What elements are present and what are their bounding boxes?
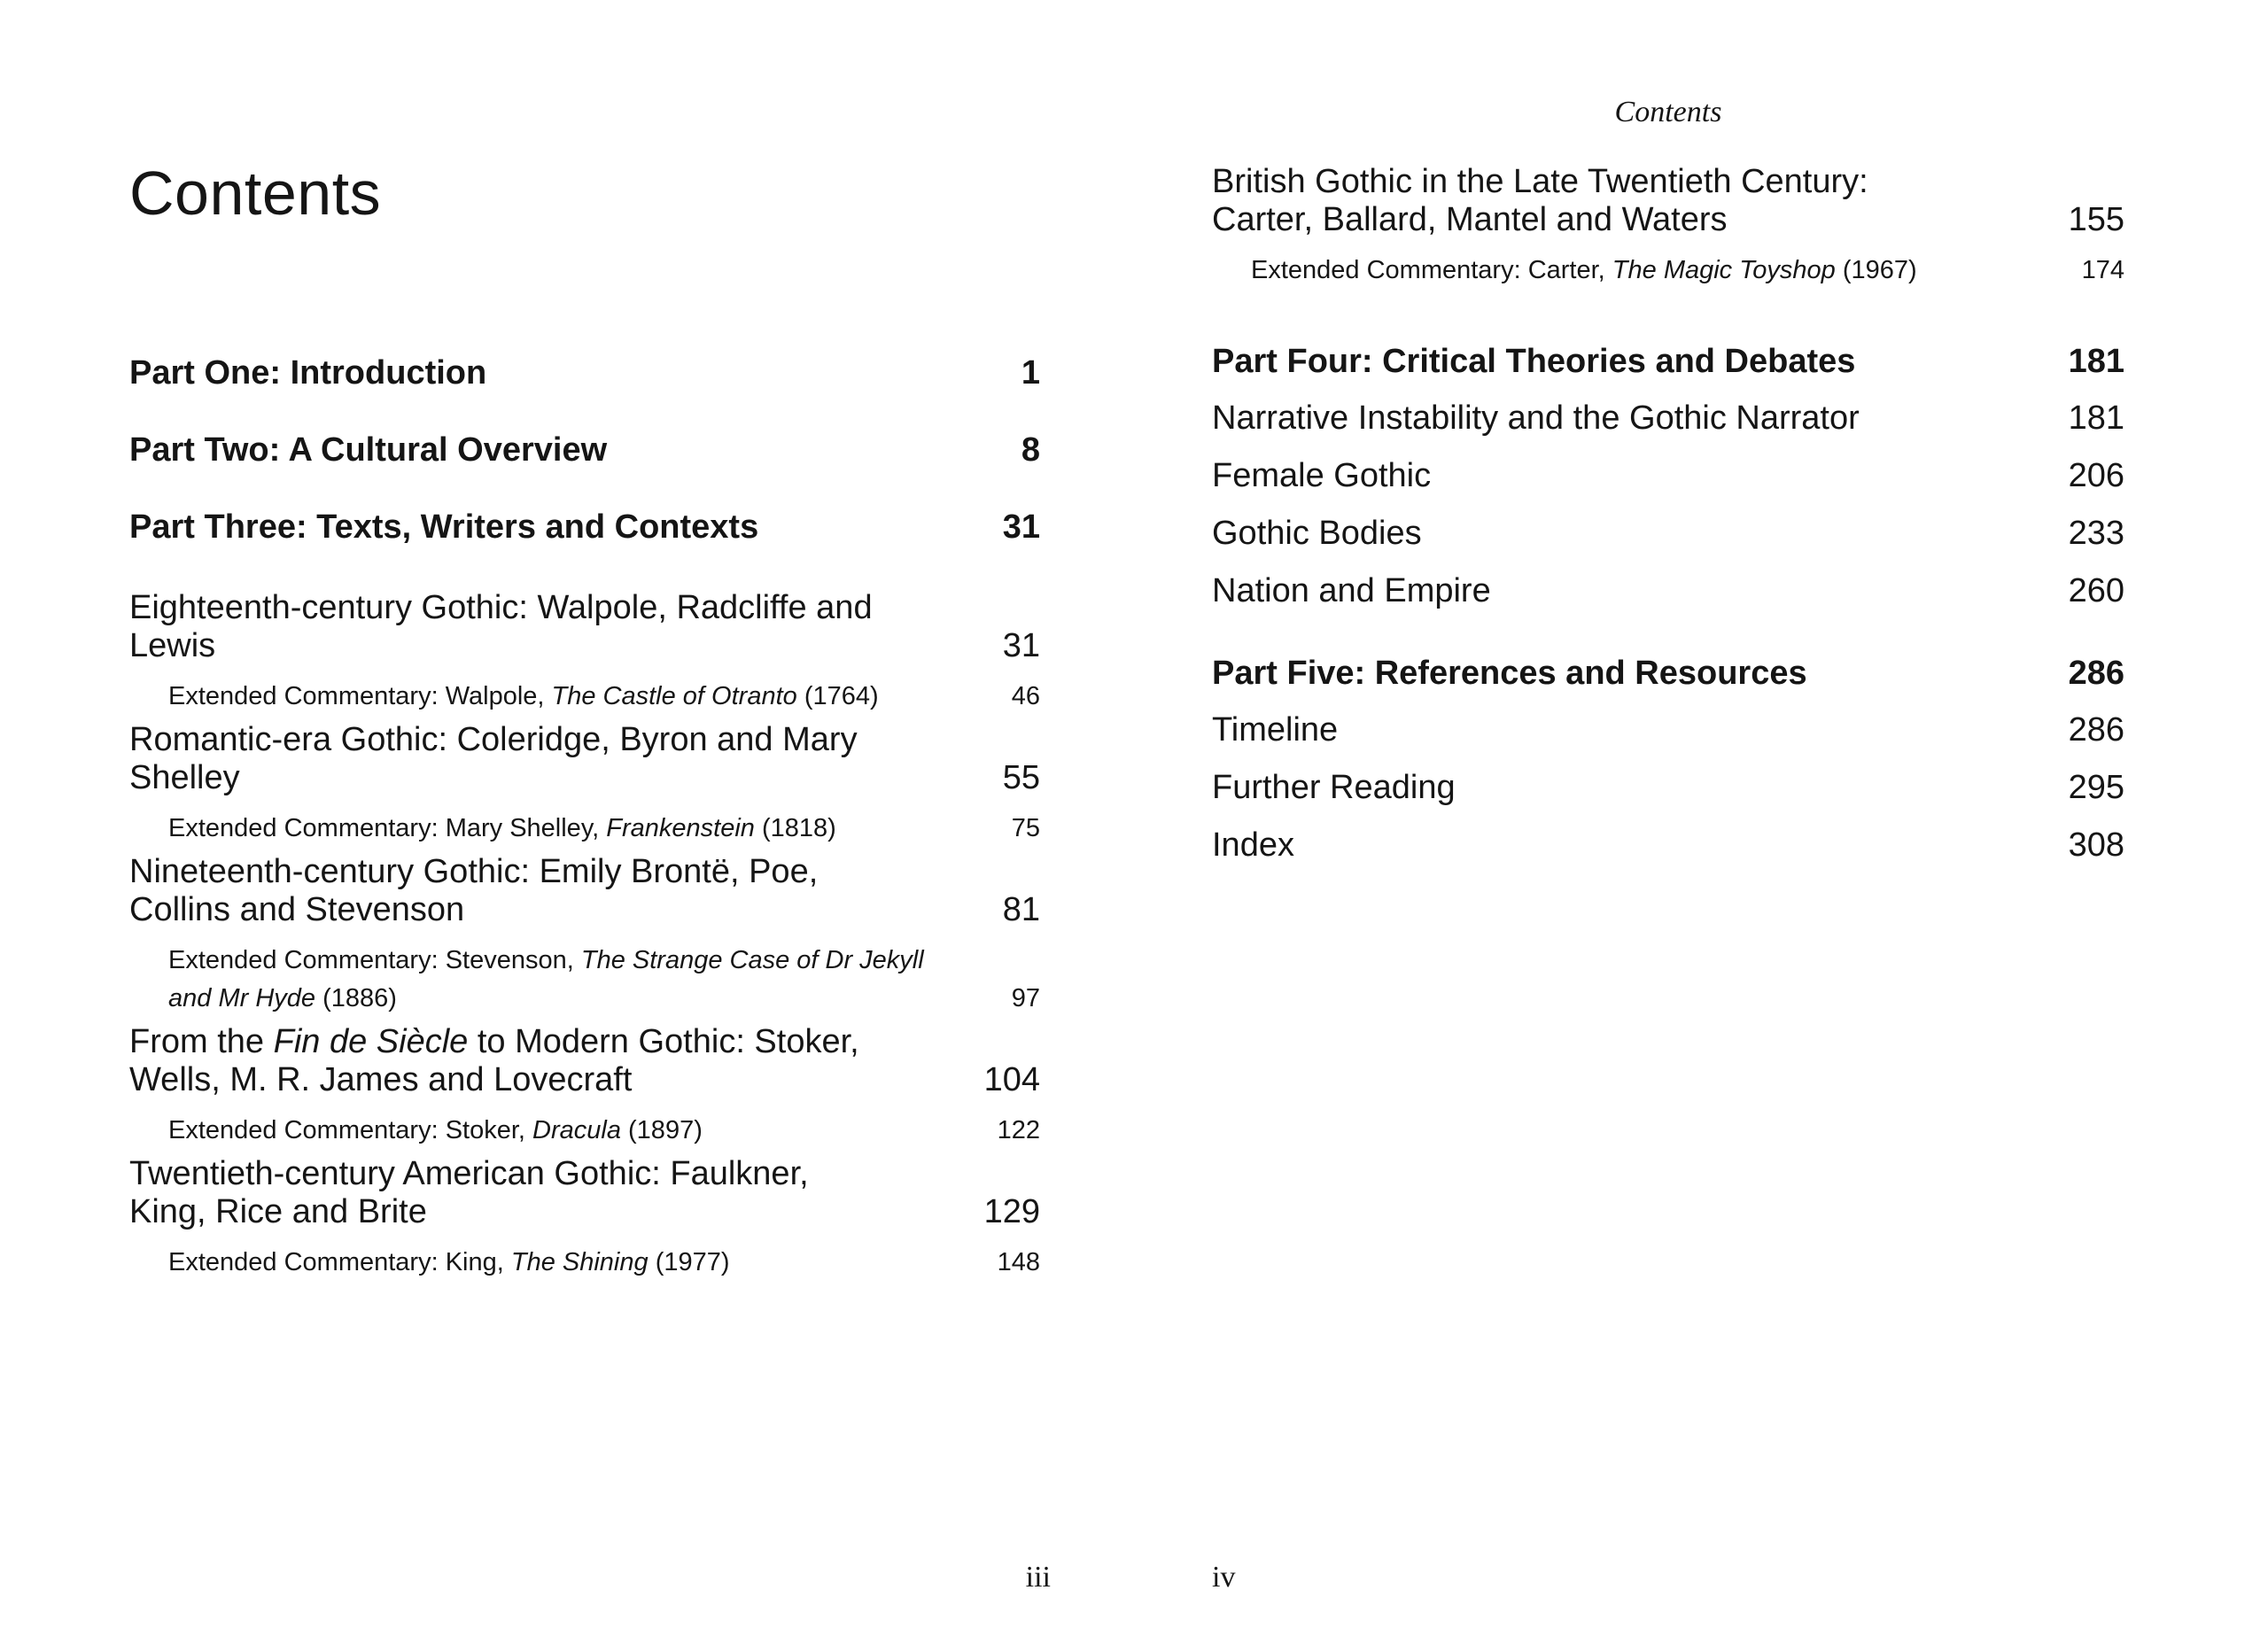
toc-chapter-label: Narrative Instability and the Gothic Narrator — [1212, 399, 1860, 437]
toc-page-number: 308 — [2068, 826, 2124, 864]
toc-part-three[interactable] — [129, 507, 1040, 547]
toc-page-number: 174 — [2081, 256, 2124, 284]
toc-page-number: 181 — [2068, 399, 2124, 437]
work-title: Dracula — [532, 1116, 621, 1144]
toc-page-number: 233 — [2068, 515, 2124, 552]
toc-page-number: 155 — [2068, 201, 2124, 238]
toc-chapter[interactable] — [1212, 710, 2124, 750]
toc-chapter[interactable] — [129, 721, 1040, 797]
toc-left — [129, 353, 1040, 1287]
toc-chapter[interactable] — [1212, 825, 2124, 865]
toc-chapter-label: From the Fin de Siècle to Modern Gothic: Stoker, Wells, M. R. James and Lovecraft — [129, 1023, 859, 1098]
toc-page-number: 104 — [983, 1061, 1040, 1098]
toc-part-two[interactable] — [129, 430, 1040, 470]
toc-chapter-label: Romantic-era Gothic: Coleridge, Byron and Mary Shelley — [129, 721, 858, 796]
work-title: Frankenstein — [606, 814, 755, 842]
toc-page-number: 55 — [1002, 759, 1040, 796]
toc-commentary[interactable] — [129, 1244, 1040, 1282]
toc-chapter[interactable] — [129, 853, 1040, 929]
toc-commentary[interactable] — [1212, 252, 2124, 290]
toc-page-number: 129 — [983, 1193, 1040, 1230]
toc-page-number: 75 — [1011, 814, 1040, 842]
toc-page-number: 122 — [997, 1116, 1040, 1144]
page-folio: iii — [1025, 1561, 1051, 1594]
toc-page-number: 81 — [1002, 891, 1040, 928]
toc-part-label: Part Five: References and Resources — [1212, 655, 1807, 692]
toc-page-number: 286 — [2068, 655, 2124, 692]
toc-commentary-label: Extended Commentary: Carter, The Magic Toyshop (1967) — [1251, 256, 1917, 284]
toc-commentary-label: Extended Commentary: Stoker, Dracula (1897) — [168, 1116, 703, 1144]
toc-page-number: 206 — [2068, 457, 2124, 494]
toc-chapter-label: Eighteenth-century Gothic: Walpole, Radcliffe and Lewis — [129, 589, 873, 664]
toc-page-number: 31 — [1002, 627, 1040, 664]
toc-right — [1212, 163, 2124, 882]
running-head: Contents — [1614, 96, 1722, 128]
toc-chapter-label: British Gothic in the Late Twentieth Century: Carter, Ballard, Mantel and Waters — [1212, 163, 1868, 238]
toc-page-number: 97 — [1011, 984, 1040, 1012]
toc-chapter-label: Timeline — [1212, 711, 1339, 749]
toc-page-number: 295 — [2068, 769, 2124, 806]
toc-commentary-label: Extended Commentary: Mary Shelley, Frankenstein (1818) — [168, 814, 836, 842]
toc-page-number: 286 — [2068, 711, 2124, 749]
toc-chapter-label: Nineteenth-century Gothic: Emily Brontë, Poe, Collins and Stevenson — [129, 853, 819, 928]
work-title: The Castle of Otranto — [551, 682, 797, 710]
toc-page-number: 148 — [997, 1248, 1040, 1276]
toc-chapter-label: Gothic Bodies — [1212, 515, 1422, 552]
right-page — [1212, 0, 2124, 1629]
toc-page-number: 260 — [2068, 572, 2124, 609]
toc-commentary[interactable] — [129, 942, 1040, 1018]
toc-part-five[interactable] — [1212, 653, 2124, 694]
work-title: The Strange Case of Dr Jekyll and Mr Hyde — [168, 946, 924, 1012]
toc-chapter[interactable] — [1212, 513, 2124, 554]
toc-chapter[interactable] — [129, 1155, 1040, 1231]
toc-commentary-label: Extended Commentary: Stevenson, The Strange Case of Dr Jekyll and Mr Hyde (1886) — [168, 946, 924, 1012]
toc-page-number: 8 — [1021, 431, 1040, 469]
toc-commentary[interactable] — [129, 1112, 1040, 1150]
toc-page-number: 46 — [1011, 682, 1040, 710]
toc-part-label: Part Three: Texts, Writers and Contexts — [129, 508, 759, 546]
toc-chapter-label: Twentieth-century American Gothic: Faulkner, King, Rice and Brite — [129, 1155, 809, 1230]
toc-chapter[interactable] — [1212, 767, 2124, 808]
toc-page-number: 1 — [1021, 354, 1040, 392]
toc-commentary-label: Extended Commentary: Walpole, The Castle of Otranto (1764) — [168, 682, 879, 710]
page-title: Contents — [129, 159, 382, 228]
toc-commentary-label: Extended Commentary: King, The Shining (1977) — [168, 1248, 730, 1276]
page-folio: iv — [1212, 1561, 1236, 1594]
toc-commentary[interactable] — [129, 678, 1040, 716]
toc-chapter-label: Index — [1212, 826, 1294, 864]
toc-part-label: Part One: Introduction — [129, 354, 487, 392]
left-page — [129, 0, 1051, 1629]
toc-chapter-label: Nation and Empire — [1212, 572, 1491, 609]
toc-chapter[interactable] — [129, 1023, 1040, 1099]
toc-page-number: 31 — [1002, 508, 1040, 546]
toc-commentary[interactable] — [129, 810, 1040, 848]
toc-part-one[interactable] — [129, 353, 1040, 393]
toc-page-number: 181 — [2068, 343, 2124, 380]
toc-chapter[interactable] — [1212, 570, 2124, 611]
work-title: The Shining — [510, 1248, 649, 1276]
toc-chapter-label: Female Gothic — [1212, 457, 1432, 494]
toc-chapter[interactable] — [1212, 163, 2124, 239]
toc-chapter[interactable] — [1212, 455, 2124, 496]
toc-chapter[interactable] — [129, 589, 1040, 665]
toc-part-four[interactable] — [1212, 341, 2124, 382]
toc-chapter[interactable] — [1212, 398, 2124, 438]
toc-chapter-label: Further Reading — [1212, 769, 1456, 806]
work-title: The Magic Toyshop — [1612, 256, 1836, 284]
toc-part-label: Part Two: A Cultural Overview — [129, 431, 608, 469]
toc-part-label: Part Four: Critical Theories and Debates — [1212, 343, 1856, 380]
